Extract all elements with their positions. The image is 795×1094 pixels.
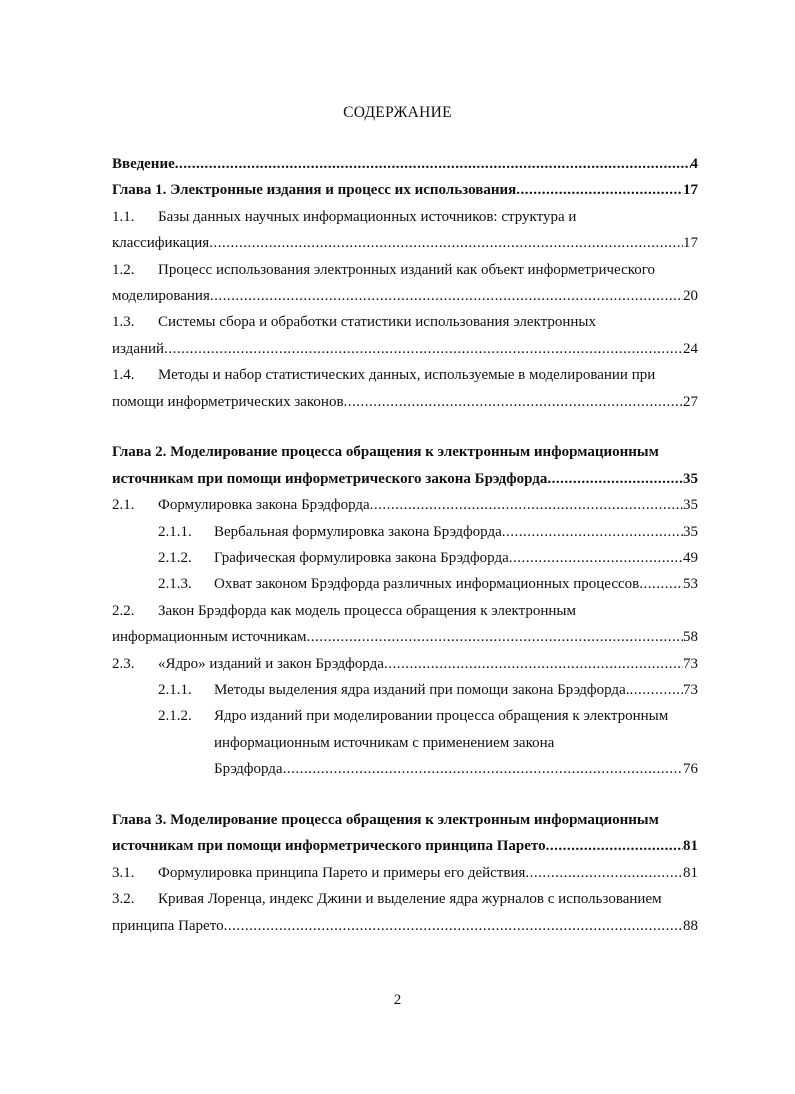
page-number: 2 [393, 992, 402, 1008]
toc-entry-text: Закон Брэдфорда как модель процесса обращения к электронным [158, 602, 576, 619]
toc-page-number: 24 [683, 340, 698, 357]
dot-leader [175, 151, 691, 177]
toc-entry-number: 1.3. [112, 314, 135, 331]
toc-page-number: 20 [683, 287, 698, 304]
toc-line [112, 545, 698, 571]
toc-entry-text: информационным источникам [112, 629, 307, 646]
section-gap [112, 782, 698, 807]
toc-entry-number: 2.1.1. [158, 681, 192, 698]
toc-line [112, 624, 698, 650]
dot-leader [164, 336, 683, 362]
toc-entry-text: моделирования [112, 287, 210, 304]
toc-entry-text: классификация [112, 235, 210, 252]
dot-leader [547, 466, 683, 492]
toc-entry-text: «Ядро» изданий и закон Брэдфорда [158, 655, 384, 672]
toc-page-number: 17 [683, 182, 698, 199]
dot-leader [210, 283, 683, 309]
toc-line [112, 439, 698, 465]
toc-entry-number: 2.1.2. [158, 708, 192, 725]
toc-line [112, 492, 698, 518]
toc-entry[interactable] [112, 598, 698, 651]
toc-entry-number: 2.1. [112, 497, 135, 514]
toc-entry-text: помощи информетрических законов [112, 393, 344, 410]
toc-entry-text: Охват законом Брэдфорда различных информационных процессов [214, 576, 640, 593]
toc-entry-text: Брэдфорда [214, 761, 283, 778]
toc-entry-number: 2.1.1. [158, 523, 192, 540]
toc-page-number: 73 [683, 681, 698, 698]
dot-leader [629, 677, 683, 703]
toc-entry[interactable] [112, 492, 698, 518]
toc-entry[interactable] [112, 860, 698, 886]
toc-entry-text: Системы сбора и обработки статистики использования электронных [158, 314, 596, 331]
dot-leader [502, 519, 683, 545]
toc-entry-text: Графическая формулировка закона Брэдфорда [214, 549, 509, 566]
toc-entry-number: 1.1. [112, 208, 135, 225]
toc-entry[interactable] [112, 571, 698, 597]
toc-entry-text: Формулировка закона Брэдфорда [158, 497, 370, 514]
toc-entry[interactable] [112, 257, 698, 310]
table-of-contents [112, 151, 698, 939]
toc-line [112, 519, 698, 545]
toc-entry-number: 3.1. [112, 864, 135, 881]
toc-page-number: 4 [690, 156, 698, 172]
toc-entry-number: 2.1.3. [158, 576, 192, 593]
toc-page-number: 35 [683, 497, 698, 514]
toc-entry-text: Глава 1. Электронные издания и процесс их использования [112, 182, 517, 199]
toc-line [112, 177, 698, 203]
toc-page-number: 53 [683, 576, 698, 593]
toc-page-number: 58 [683, 629, 698, 646]
toc-line [112, 730, 698, 756]
dot-leader [509, 545, 683, 571]
toc-line [112, 309, 698, 335]
toc-entry-text: принципа Парето [112, 917, 224, 934]
toc-line [112, 283, 698, 309]
toc-line [112, 389, 698, 415]
toc-page-number: 81 [683, 838, 698, 855]
toc-line [112, 677, 698, 703]
toc-entry[interactable] [112, 886, 698, 939]
toc-entry[interactable] [112, 677, 698, 703]
dot-leader [307, 624, 684, 650]
dot-leader [639, 571, 683, 597]
dot-leader [370, 492, 683, 518]
toc-page-number: 73 [683, 655, 698, 672]
toc-entry-text: Вербальная формулировка закона Брэдфорда [214, 523, 502, 540]
toc-page-number: 76 [683, 761, 698, 778]
toc-entry-number: 1.4. [112, 367, 135, 384]
toc-entry-number: 2.3. [112, 655, 135, 672]
toc-line [112, 466, 698, 492]
toc-entry-text: Глава 2. Моделирование процесса обращения к электронным информационным [112, 444, 659, 461]
toc-page-number: 35 [683, 523, 698, 540]
toc-entry-text: Глава 3. Моделирование процесса обращения к электронным информационным [112, 811, 659, 828]
section-gap [112, 415, 698, 440]
toc-entry-text: источникам при помощи информетрического принципа Парето [112, 838, 546, 855]
toc-entry[interactable] [112, 545, 698, 571]
toc-entry-text: Введение [112, 156, 175, 172]
toc-entry[interactable] [112, 204, 698, 257]
toc-page-number: 49 [683, 549, 698, 566]
dot-leader [546, 833, 683, 859]
toc-line [112, 913, 698, 939]
toc-entry-text: Методы и набор статистических данных, используемые в моделировании при [158, 367, 656, 384]
toc-line [112, 860, 698, 886]
toc-entry-number: 2.1.2. [158, 549, 192, 566]
toc-line [112, 807, 698, 833]
toc-entry[interactable] [112, 362, 698, 415]
toc-entry-text: источникам при помощи информетрического закона Брэдфорда [112, 470, 548, 487]
toc-line [112, 651, 698, 677]
dot-leader [384, 651, 683, 677]
toc-entry-text: информационным источникам с применением закона [214, 734, 555, 751]
dot-leader [525, 860, 683, 886]
toc-line [112, 571, 698, 597]
toc-line [112, 886, 698, 912]
toc-chapter[interactable] [112, 177, 698, 203]
toc-entry[interactable] [112, 651, 698, 677]
toc-line [112, 336, 698, 362]
toc-entry-text: Кривая Лоренца, индекс Джини и выделение ядра журналов с использованием [158, 891, 662, 908]
toc-line [112, 151, 698, 177]
dot-leader [224, 913, 683, 939]
toc-chapter[interactable] [112, 807, 698, 860]
toc-entry[interactable] [112, 703, 698, 782]
dot-leader [283, 756, 683, 782]
toc-page-number: 27 [683, 393, 698, 410]
toc-entry[interactable] [112, 519, 698, 545]
toc-line [112, 230, 698, 256]
toc-entry[interactable] [112, 309, 698, 362]
toc-page-number: 81 [683, 864, 698, 881]
toc-page-number: 88 [683, 917, 698, 934]
toc-entry-text: Ядро изданий при моделировании процесса обращения к электронным [214, 708, 669, 725]
toc-entry-number: 2.2. [112, 602, 135, 619]
toc-entry-number: 1.2. [112, 261, 135, 278]
page-title: СОДЕРЖАНИЕ [343, 104, 452, 121]
toc-line [112, 833, 698, 859]
toc-page-number: 35 [683, 470, 698, 487]
dot-leader [516, 177, 683, 203]
toc-page-number: 17 [683, 235, 698, 252]
toc-line [112, 204, 698, 230]
toc-line [112, 362, 698, 388]
toc-entry-text: изданий [112, 340, 165, 357]
toc-line [112, 598, 698, 624]
dot-leader [344, 389, 683, 415]
toc-line [112, 257, 698, 283]
toc-entry-number: 3.2. [112, 891, 135, 908]
toc-line [112, 756, 698, 782]
toc-chapter[interactable] [112, 439, 698, 492]
toc-entry-text: Базы данных научных информационных источников: структура и [158, 208, 577, 225]
toc-entry-text: Формулировка принципа Парето и примеры его действия [158, 864, 526, 881]
toc-line [112, 703, 698, 729]
dot-leader [209, 230, 683, 256]
toc-entry-text: Методы выделения ядра изданий при помощи закона Брэдфорда. [214, 681, 630, 698]
toc-entry-text: Процесс использования электронных изданий как объект информетрического [158, 261, 656, 278]
toc-chapter[interactable] [112, 151, 698, 177]
